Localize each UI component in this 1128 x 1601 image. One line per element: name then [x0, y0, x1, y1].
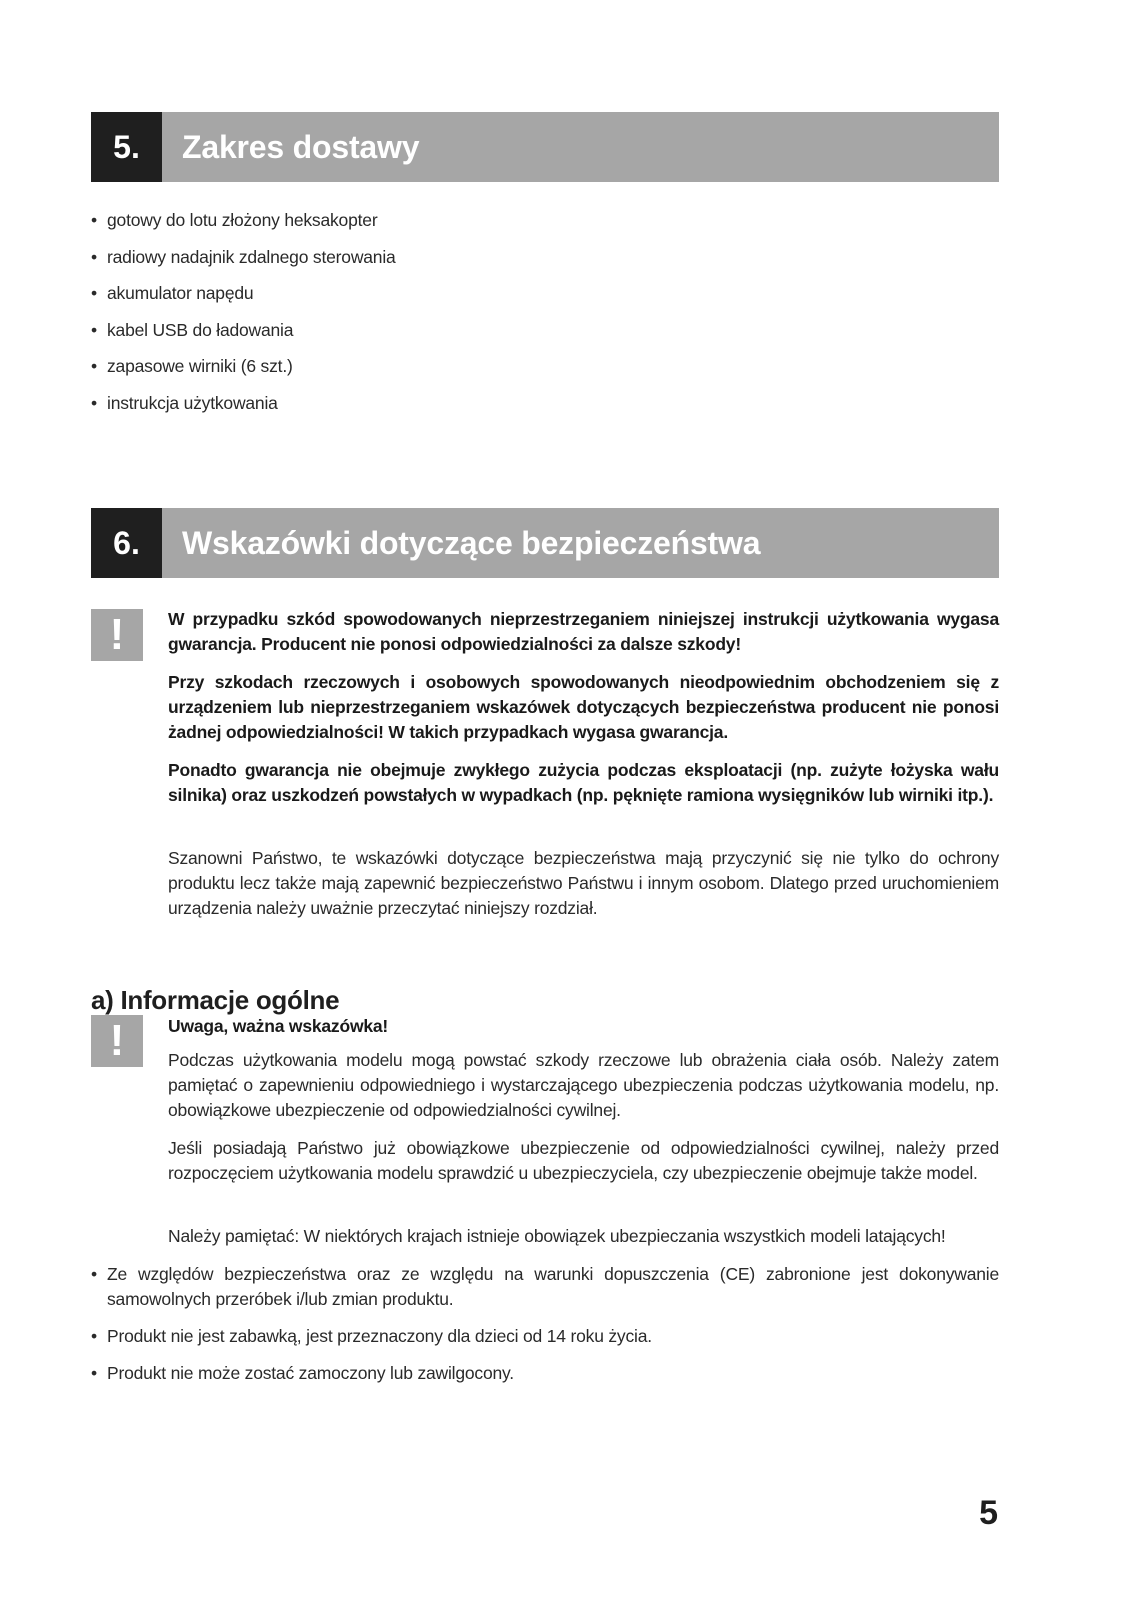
page-number: 5 — [979, 1494, 998, 1532]
section-6-number: 6. — [91, 508, 162, 578]
exclamation-icon: ! — [91, 1015, 143, 1067]
delivery-item: • radiowy nadajnik zdalnego sterowania — [91, 245, 396, 270]
warranty-warning: W przypadku szkód spowodowanych nieprzestrzeganiem niniejszej instrukcji użytkowania wygasa gwarancja. Producent nie ponosi odpowiedzialności za dalsze szkody! — [168, 609, 999, 654]
subsection-a-title: a) Informacje ogólne — [91, 985, 340, 1015]
delivery-item: • instrukcja użytkowania — [91, 391, 396, 416]
delivery-item: • zapasowe wirniki (6 szt.) — [91, 354, 396, 379]
insurance-paragraph: Podczas użytkowania modelu mogą powstać szkody rzeczowe lub obrażenia ciała osób. Należy zatem pamiętać o zapewnieniu odpowiedniego i wystarczającego ubezpieczenia podczas użytkowania modelu, np. obowiązkowe ubezpieczenie od odpowiedzialności cywilnej. — [168, 1050, 999, 1120]
delivery-item: • gotowy do lotu złożony heksakopter — [91, 208, 396, 233]
insurance-check-paragraph: Jeśli posiadają Państwo już obowiązkowe ubezpieczenie od odpowiedzialności cywilnej, należy przed rozpoczęciem użytkowania modelu sprawdzić u ubezpieczyciela, czy ubezpieczenie obejmuje także model. — [168, 1138, 999, 1183]
section-6-title: Wskazówki dotyczące bezpieczeństwa — [162, 508, 999, 578]
liability-warning: Przy szkodach rzeczowych i osobowych spowodowanych nieodpowiednim obchodzeniem się z urządzeniem lub nieprzestrzeganiem wskazówek dotyczących bezpieczeństwa producent nie ponosi żadnej odpowiedzialności! W takich przypadkach wygasa gwarancja. — [168, 672, 999, 742]
wear-exclusion: Ponadto gwarancja nie obejmuje zwykłego zużycia podczas eksploatacji (np. zużyte łożyska wału silnika) oraz uszkodzeń powstałych w wypadkach (np. pęknięte ramiona wysięgników lub wirniki itp.). — [168, 760, 999, 805]
section-5-title: Zakres dostawy — [162, 112, 999, 182]
safety-bullet: • Ze względów bezpieczeństwa oraz ze względu na warunki dopuszczenia (CE) zabronione jest dokonywanie samowolnych przeróbek i/lub zmian produktu. — [91, 1262, 999, 1312]
delivery-item: • kabel USB do ładowania — [91, 318, 396, 343]
safety-bullet: • Produkt nie może zostać zamoczony lub zawilgocony. — [91, 1361, 999, 1386]
safety-intro: Szanowni Państwo, te wskazówki dotyczące bezpieczeństwa mają przyczynić się nie tylko do ochrony produktu lecz także mają zapewnić bezpieczeństwo Państwu i innym osobom. Dlatego przed uruchomieniem urządzenia należy uważnie przeczytać niniejszy rozdział. — [168, 848, 999, 918]
section-6-header — [91, 508, 999, 578]
insurance-obligation-note: Należy pamiętać: W niektórych krajach istnieje obowiązek ubezpieczania wszystkich modeli latających! — [168, 1226, 946, 1246]
exclamation-icon: ! — [91, 609, 143, 661]
delivery-list — [91, 208, 396, 416]
delivery-item: • akumulator napędu — [91, 281, 396, 306]
note-title: Uwaga, ważna wskazówka! — [168, 1016, 389, 1036]
section-5-header — [91, 112, 999, 182]
section-5-number: 5. — [91, 112, 162, 182]
safety-bullet: • Produkt nie jest zabawką, jest przeznaczony dla dzieci od 14 roku życia. — [91, 1324, 999, 1349]
safety-bullets — [91, 1262, 999, 1386]
